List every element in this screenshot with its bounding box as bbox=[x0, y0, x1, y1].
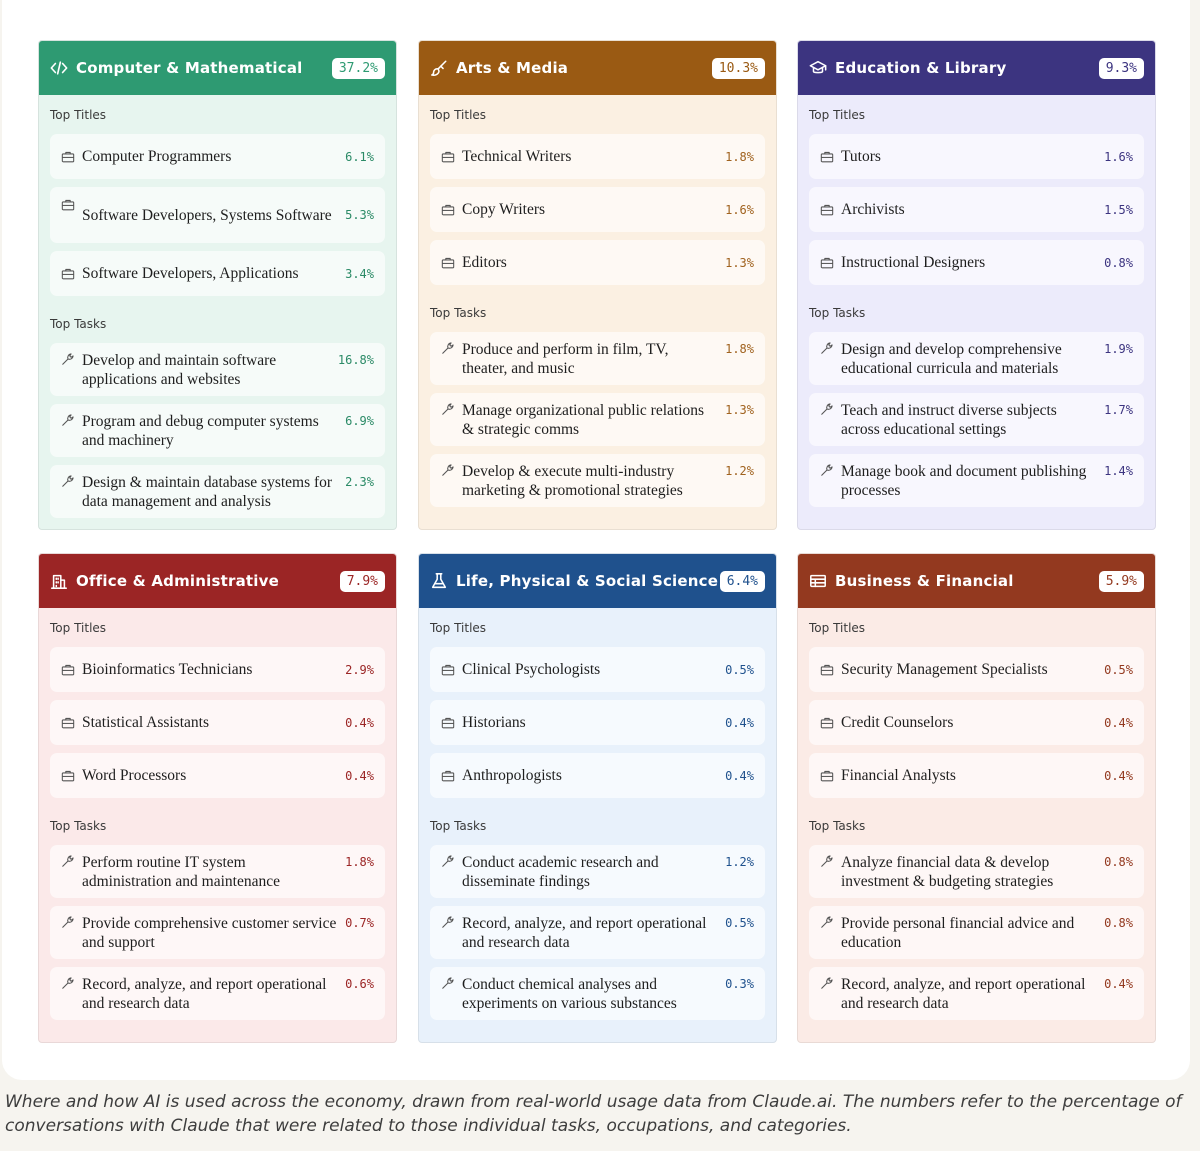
top-title-item-label: Tutors bbox=[841, 148, 881, 165]
top-task-item bbox=[50, 465, 385, 518]
top-task-item-percentage: 0.7% bbox=[345, 916, 374, 930]
briefcase-icon bbox=[61, 198, 75, 212]
top-task-item bbox=[430, 454, 765, 507]
briefcase-icon bbox=[820, 769, 834, 783]
category-percentage-badge: 10.3% bbox=[712, 58, 765, 79]
briefcase-icon bbox=[820, 150, 834, 164]
top-title-item bbox=[430, 240, 765, 285]
top-title-item-percentage: 1.5% bbox=[1104, 202, 1133, 217]
category-card-life-physical-and-social-science bbox=[418, 553, 777, 1043]
top-task-item-label: Perform routine IT system administration and maintenance bbox=[82, 853, 280, 890]
top-title-item-label: Instructional Designers bbox=[841, 254, 986, 271]
top-task-item-percentage: 1.8% bbox=[345, 855, 374, 869]
top-title-item-percentage: 0.4% bbox=[725, 715, 754, 730]
top-task-item bbox=[430, 906, 765, 959]
wrench-icon bbox=[61, 413, 75, 427]
top-task-item bbox=[50, 343, 385, 396]
top-task-item-label: Record, analyze, and report operational and research data bbox=[841, 975, 1086, 1012]
top-title-item-percentage: 0.4% bbox=[1104, 768, 1133, 783]
top-task-item bbox=[430, 967, 765, 1020]
top-title-item-percentage: 0.8% bbox=[1104, 255, 1133, 270]
top-title-item bbox=[809, 700, 1144, 745]
top-task-item-percentage: 1.9% bbox=[1104, 342, 1133, 356]
top-title-item-label: Copy Writers bbox=[462, 201, 546, 218]
wrench-icon bbox=[820, 854, 834, 868]
top-task-item-label: Produce and perform in film, TV, theater, and music bbox=[462, 340, 669, 377]
top-task-item-label: Conduct chemical analyses and experiments on various substances bbox=[462, 975, 677, 1012]
briefcase-icon bbox=[441, 663, 455, 677]
wrench-icon bbox=[820, 915, 834, 929]
briefcase-icon bbox=[820, 663, 834, 677]
top-task-item bbox=[50, 404, 385, 457]
top-task-item-label: Develop & execute multi-industry marketing & promotional strategies bbox=[462, 462, 683, 499]
top-title-item-label: Financial Analysts bbox=[841, 767, 956, 784]
briefcase-icon bbox=[820, 203, 834, 217]
top-title-item bbox=[50, 647, 385, 692]
wrench-icon bbox=[441, 341, 455, 355]
top-task-item-percentage: 0.5% bbox=[725, 916, 754, 930]
top-task-item bbox=[809, 906, 1144, 959]
top-task-item-label: Manage organizational public relations & strategic comms bbox=[462, 401, 705, 438]
wrench-icon bbox=[61, 915, 75, 929]
category-title: Computer & Mathematical bbox=[76, 59, 303, 77]
top-task-item-label: Develop and maintain software applications and websites bbox=[82, 351, 277, 388]
top-title-item bbox=[809, 753, 1144, 798]
briefcase-icon bbox=[441, 716, 455, 730]
top-title-item bbox=[430, 187, 765, 232]
category-percentage-badge: 7.9% bbox=[340, 571, 385, 592]
top-task-item-label: Analyze financial data & develop investment & budgeting strategies bbox=[841, 853, 1054, 890]
briefcase-icon bbox=[441, 150, 455, 164]
top-title-item-percentage: 0.4% bbox=[345, 768, 374, 783]
top-task-item-label: Design and develop comprehensive educational curricula and materials bbox=[841, 340, 1062, 377]
category-title: Arts & Media bbox=[456, 59, 569, 77]
top-task-item-percentage: 0.4% bbox=[1104, 977, 1133, 991]
briefcase-icon bbox=[61, 716, 75, 730]
top-task-item-label: Record, analyze, and report operational and research data bbox=[462, 914, 707, 951]
top-task-item bbox=[430, 332, 765, 385]
top-task-item-percentage: 1.2% bbox=[725, 855, 754, 869]
table-icon bbox=[809, 572, 827, 590]
category-header bbox=[39, 554, 396, 608]
top-title-item bbox=[50, 753, 385, 798]
top-task-item-percentage: 1.7% bbox=[1104, 403, 1133, 417]
top-title-item-label: Word Processors bbox=[82, 767, 187, 784]
top-task-item-label: Teach and instruct diverse subjects across educational settings bbox=[841, 401, 1057, 438]
top-title-item-label: Security Management Specialists bbox=[841, 661, 1048, 678]
wrench-icon bbox=[820, 402, 834, 416]
top-title-item bbox=[809, 240, 1144, 285]
briefcase-icon bbox=[441, 769, 455, 783]
top-title-item-label: Historians bbox=[462, 714, 526, 731]
top-title-item-label: Archivists bbox=[841, 201, 905, 218]
category-header bbox=[39, 41, 396, 95]
category-percentage-badge: 6.4% bbox=[720, 571, 765, 592]
top-task-item bbox=[50, 967, 385, 1020]
top-task-item-label: Provide comprehensive customer service and support bbox=[82, 914, 337, 951]
top-task-item bbox=[430, 393, 765, 446]
top-title-item bbox=[430, 700, 765, 745]
top-task-item-percentage: 0.8% bbox=[1104, 855, 1133, 869]
top-task-item bbox=[809, 332, 1144, 385]
briefcase-icon bbox=[441, 256, 455, 270]
brush-icon bbox=[430, 59, 448, 77]
top-title-item-label: Clinical Psychologists bbox=[462, 661, 601, 678]
briefcase-icon bbox=[61, 150, 75, 164]
section-label-top-titles: Top Titles bbox=[430, 621, 487, 635]
briefcase-icon bbox=[820, 716, 834, 730]
wrench-icon bbox=[441, 463, 455, 477]
top-title-item bbox=[430, 753, 765, 798]
wrench-icon bbox=[441, 915, 455, 929]
top-task-item bbox=[809, 393, 1144, 446]
top-title-item-percentage: 1.6% bbox=[725, 202, 754, 217]
wrench-icon bbox=[820, 976, 834, 990]
top-title-item bbox=[50, 134, 385, 179]
briefcase-icon bbox=[441, 203, 455, 217]
category-title: Life, Physical & Social Science bbox=[456, 572, 719, 590]
top-task-item-percentage: 0.3% bbox=[725, 977, 754, 991]
top-title-item bbox=[809, 187, 1144, 232]
top-task-item-percentage: 1.8% bbox=[725, 342, 754, 356]
wrench-icon bbox=[820, 341, 834, 355]
top-title-item-label: Editors bbox=[462, 254, 507, 271]
category-card-arts-and-media bbox=[418, 40, 777, 530]
top-task-item-percentage: 2.3% bbox=[345, 475, 374, 489]
top-task-item-label: Program and debug computer systems and machinery bbox=[82, 412, 319, 449]
top-task-item-percentage: 1.3% bbox=[725, 403, 754, 417]
top-title-item bbox=[809, 134, 1144, 179]
category-card-office-and-administrative bbox=[38, 553, 397, 1043]
top-title-item-label: Credit Counselors bbox=[841, 714, 954, 731]
top-title-item-percentage: 0.5% bbox=[725, 662, 754, 677]
top-title-item-label: Software Developers, Systems Software bbox=[82, 206, 332, 224]
wrench-icon bbox=[820, 463, 834, 477]
top-title-item bbox=[430, 134, 765, 179]
wrench-icon bbox=[441, 976, 455, 990]
top-title-item-percentage: 0.5% bbox=[1104, 662, 1133, 677]
top-title-item-percentage: 6.1% bbox=[345, 149, 374, 164]
category-percentage-badge: 5.9% bbox=[1099, 571, 1144, 592]
top-task-item bbox=[809, 845, 1144, 898]
top-task-item-percentage: 0.8% bbox=[1104, 916, 1133, 930]
top-title-item-percentage: 0.4% bbox=[1104, 715, 1133, 730]
top-title-item bbox=[430, 647, 765, 692]
top-title-item bbox=[50, 251, 385, 296]
graduation-cap-icon bbox=[809, 59, 827, 77]
top-title-item-percentage: 2.9% bbox=[345, 662, 374, 677]
category-percentage-badge: 37.2% bbox=[332, 58, 385, 79]
building-icon bbox=[50, 572, 68, 590]
wrench-icon bbox=[61, 976, 75, 990]
top-title-item bbox=[50, 187, 385, 243]
flask-icon bbox=[430, 572, 448, 590]
top-task-item-label: Manage book and document publishing processes bbox=[841, 462, 1087, 499]
top-title-item-percentage: 0.4% bbox=[345, 715, 374, 730]
briefcase-icon bbox=[61, 663, 75, 677]
briefcase-icon bbox=[820, 256, 834, 270]
wrench-icon bbox=[61, 854, 75, 868]
category-title: Business & Financial bbox=[835, 572, 1014, 590]
section-label-top-titles: Top Titles bbox=[430, 108, 487, 122]
section-label-top-titles: Top Titles bbox=[50, 108, 107, 122]
category-header bbox=[798, 554, 1155, 608]
briefcase-icon bbox=[61, 769, 75, 783]
top-task-item-label: Provide personal financial advice and education bbox=[841, 914, 1075, 951]
section-label-top-titles: Top Titles bbox=[809, 621, 866, 635]
top-title-item-label: Anthropologists bbox=[462, 767, 562, 784]
top-title-item-label: Computer Programmers bbox=[82, 148, 232, 165]
category-header bbox=[798, 41, 1155, 95]
top-title-item-label: Statistical Assistants bbox=[82, 714, 210, 731]
category-card-education-and-library bbox=[797, 40, 1156, 530]
top-task-item-percentage: 0.6% bbox=[345, 977, 374, 991]
top-task-item bbox=[50, 906, 385, 959]
code-icon bbox=[50, 59, 68, 77]
top-title-item-percentage: 1.6% bbox=[1104, 149, 1133, 164]
wrench-icon bbox=[441, 854, 455, 868]
figure-caption: Where and how AI is used across the economy, drawn from real-world usage data from Claude.ai. The numbers refer to the percentage of conversations with Claude that were related to those individual tasks, occupations, and categories. bbox=[5, 1092, 1182, 1136]
category-card-computer-and-mathematical bbox=[38, 40, 397, 530]
top-title-item-percentage: 0.4% bbox=[725, 768, 754, 783]
section-label-top-tasks: Top Tasks bbox=[430, 306, 487, 320]
top-task-item bbox=[809, 454, 1144, 507]
top-task-item-label: Conduct academic research and disseminate findings bbox=[462, 853, 659, 890]
top-title-item-percentage: 3.4% bbox=[345, 266, 374, 281]
top-task-item-percentage: 1.2% bbox=[725, 464, 754, 478]
top-title-item-label: Software Developers, Applications bbox=[82, 265, 299, 282]
top-title-item-percentage: 1.8% bbox=[725, 149, 754, 164]
category-title: Education & Library bbox=[835, 59, 1007, 77]
wrench-icon bbox=[61, 474, 75, 488]
section-label-top-tasks: Top Tasks bbox=[809, 306, 866, 320]
top-task-item-percentage: 6.9% bbox=[345, 414, 374, 428]
top-title-item bbox=[809, 647, 1144, 692]
top-task-item-label: Record, analyze, and report operational and research data bbox=[82, 975, 327, 1012]
wrench-icon bbox=[61, 352, 75, 366]
section-label-top-tasks: Top Tasks bbox=[430, 819, 487, 833]
top-task-item-percentage: 16.8% bbox=[337, 353, 374, 367]
briefcase-icon bbox=[61, 267, 75, 281]
category-title: Office & Administrative bbox=[76, 572, 279, 590]
top-task-item-label: Design & maintain database systems for data management and analysis bbox=[82, 473, 333, 510]
section-label-top-tasks: Top Tasks bbox=[50, 317, 107, 331]
section-label-top-tasks: Top Tasks bbox=[50, 819, 107, 833]
top-task-item-percentage: 1.4% bbox=[1104, 464, 1133, 478]
top-title-item bbox=[50, 700, 385, 745]
top-title-item-label: Bioinformatics Technicians bbox=[82, 661, 253, 678]
category-percentage-badge: 9.3% bbox=[1099, 58, 1144, 79]
section-label-top-titles: Top Titles bbox=[50, 621, 107, 635]
category-header bbox=[419, 41, 776, 95]
section-label-top-titles: Top Titles bbox=[809, 108, 866, 122]
top-task-item bbox=[809, 967, 1144, 1020]
wrench-icon bbox=[441, 402, 455, 416]
top-title-item-percentage: 1.3% bbox=[725, 255, 754, 270]
section-label-top-tasks: Top Tasks bbox=[809, 819, 866, 833]
top-title-item-label: Technical Writers bbox=[462, 148, 572, 165]
top-title-item-percentage: 5.3% bbox=[345, 208, 374, 222]
top-task-item bbox=[430, 845, 765, 898]
category-card-business-and-financial bbox=[797, 553, 1156, 1043]
category-header bbox=[419, 554, 776, 608]
top-task-item bbox=[50, 845, 385, 898]
